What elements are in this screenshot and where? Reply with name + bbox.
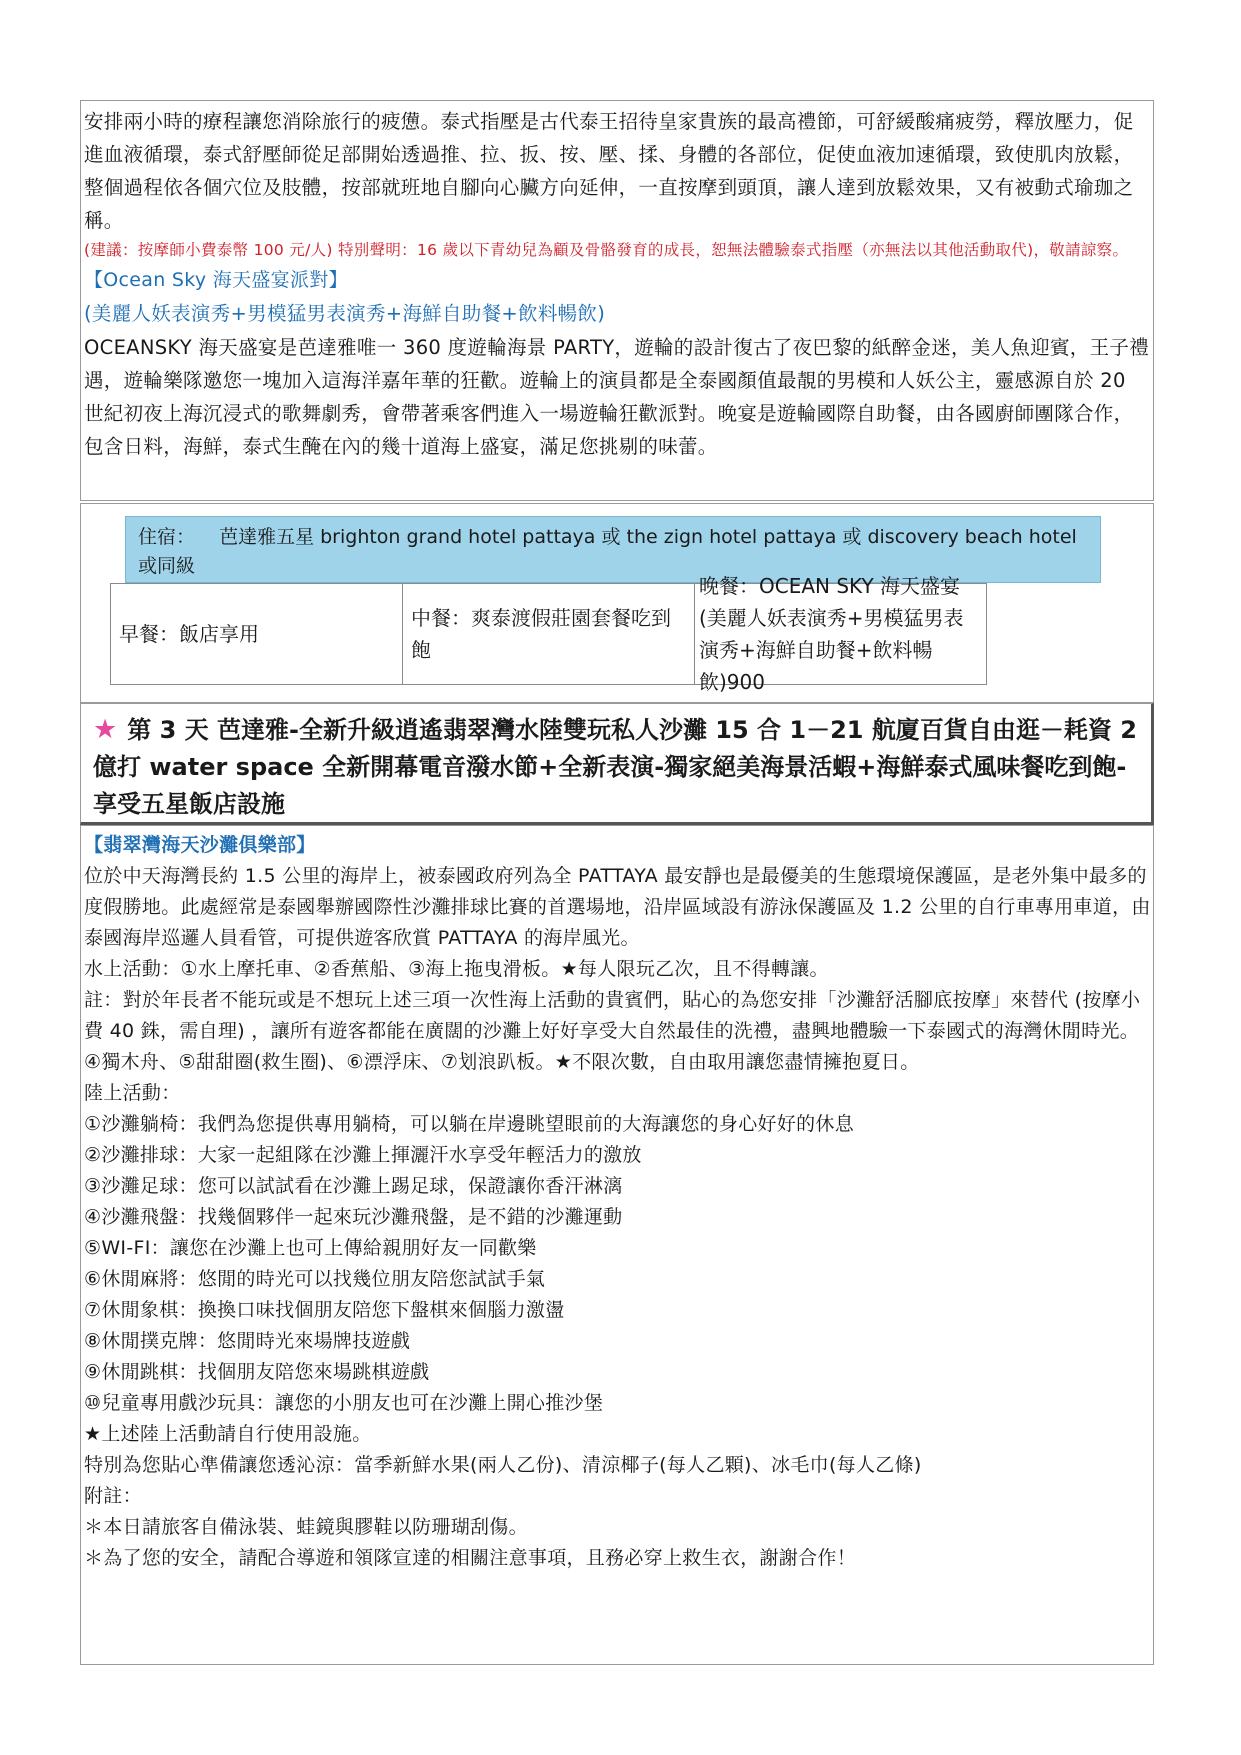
- dinner-cell: [694, 574, 987, 694]
- massage-ocean-section: [80, 100, 1154, 501]
- special-refreshments: 特別為您貼心準備讓您透沁涼：當季新鮮水果(兩人乙份)、清涼椰子(每人乙顆)、冰毛巾(每人乙條): [84, 1454, 922, 1476]
- land-item: ⑨休閒跳棋：找個朋友陪您來場跳棋遊戲: [84, 1361, 430, 1383]
- land-item: ④沙灘飛盤：找幾個夥伴一起來玩沙灘飛盤，是不錯的沙灘運動: [84, 1206, 623, 1228]
- beach-club-title: 【翡翠灣海天沙灘俱樂部】: [84, 834, 316, 856]
- land-item: ⑧休閒撲克牌：悠閒時光來場牌技遊戲: [84, 1330, 411, 1352]
- land-item: ⑦休閒象棋：換換口味找個朋友陪您下盤棋來個腦力激盪: [84, 1299, 565, 1321]
- land-item: ②沙灘排球：大家一起組隊在沙灘上揮灑汗水享受年輕活力的激放: [84, 1144, 642, 1166]
- massage-substitute-note: 註：對於年長者不能玩或是不想玩上述三項一次性海上活動的貴賓們，貼心的為您安排「沙灘舒活腳底按摩」來替代 (按摩小費 40 銖，需自理) ，讓所有遊客都能在廣闊的沙灘上好好享受大自然最佳的洗禮，盡興地體驗一下泰國式的海灣休閒時光。: [84, 989, 1141, 1042]
- water-activities-unlimited: ④獨木舟、⑤甜甜圈(救生圈)、⑥漂浮床、⑦划浪趴板。★不限次數，自由取用讓您盡情擁抱夏日。: [84, 1051, 920, 1073]
- day-3-header: [80, 703, 1154, 825]
- beach-club-intro: 位於中天海灣長約 1.5 公里的海岸上，被泰國政府列為全 PATTAYA 最安靜也是最優美的生態環境保護區，是老外集中最多的度假勝地。此處經常是泰國舉辦國際性沙灘排球比賽的首選場地，沿岸區域設有游泳保護區及 1.2 公里的自行車專用車道，由泰國海岸巡邏人員看管，可提供遊客欣賞 PATTAYA 的海岸風光。: [84, 865, 1151, 949]
- breakfast-text: 早餐：飯店享用: [119, 622, 259, 646]
- ocean-sky-description: OCEANSKY 海天盛宴是芭達雅唯一 360 度遊輪海景 PARTY，遊輪的設計復古了夜巴黎的紙醉金迷，美人魚迎賓，王子禮遇，遊輪樂隊邀您一塊加入這海洋嘉年華的狂歡。遊輪上的演員都是全泰國顏值最靚的男模和人妖公主，靈感源自於 20 世紀初夜上海沉浸式的歌舞劇秀，會帶著乘客們進入一場遊輪狂歡派對。晚宴是遊輪國際自助餐，由各國廚師團隊合作，包含日料，海鮮，泰式生醃在內的幾十道海上盛宴，滿足您挑剔的味蕾。: [84, 336, 1150, 458]
- footnote-title: 附註：: [84, 1485, 142, 1507]
- ocean-sky-subtitle: (美麗人妖表演秀+男模猛男表演秀+海鮮自助餐+飲料暢飲): [84, 302, 606, 325]
- lodging-label: 住宿：: [138, 526, 196, 548]
- breakfast-cell: [110, 583, 403, 685]
- star-icon: ★: [93, 714, 118, 745]
- beach-club-section: [80, 825, 1154, 1665]
- day-3-title: 第 3 天 芭達雅-全新升級逍遙翡翠灣水陸雙玩私人沙灘 15 合 1－21 航廈百貨自由逛－耗資 2 億打 water space 全新開幕電音潑水節+全新表演-獨家絕美海景活蝦+海鮮泰式風味餐吃到飽-享受五星飯店設施: [93, 716, 1137, 818]
- water-activities: 水上活動：①水上摩托車、②香蕉船、③海上拖曳滑板。★每人限玩乙次，且不得轉讓。: [84, 958, 829, 980]
- footnote-item: ＊本日請旅客自備泳裝、蛙鏡與膠鞋以防珊瑚刮傷。: [84, 1516, 528, 1538]
- dinner-text: 晚餐：OCEAN SKY 海天盛宴(美麗人妖表演秀+男模猛男表演秀+海鮮自助餐+飲料暢飲)900: [699, 574, 964, 694]
- footnote-item: ＊為了您的安全，請配合導遊和領隊宣達的相關注意事項，且務必穿上救生衣，謝謝合作！: [84, 1547, 857, 1569]
- ocean-sky-title: 【Ocean Sky 海天盛宴派對】: [84, 269, 348, 291]
- land-item: ⑥休閒麻將：悠閒的時光可以找幾位朋友陪您試試手氣: [84, 1268, 546, 1290]
- massage-description: 安排兩小時的療程讓您消除旅行的疲憊。泰式指壓是古代泰王招待皇家貴族的最高禮節，可舒緩酸痛疲勞，釋放壓力，促進血液循環，泰式舒壓師從足部開始透過推、拉、扳、按、壓、揉、身體的各部位，促使血液加速循環，致使肌肉放鬆，整個過程依各個穴位及肢體，按部就班地自腳向心臟方向延伸，一直按摩到頭頂，讓人達到放鬆效果，又有被動式瑜珈之稱。: [84, 110, 1134, 232]
- land-item: ⑩兒童專用戲沙玩具：讓您的小朋友也可在沙灘上開心推沙堡: [84, 1392, 604, 1414]
- lunch-text: 中餐：爽泰渡假莊園套餐吃到飽: [411, 606, 671, 662]
- land-activities-note: ★上述陸上活動請自行使用設施。: [84, 1423, 372, 1445]
- lunch-cell: [402, 583, 695, 685]
- land-item: ①沙灘躺椅：我們為您提供專用躺椅，可以躺在岸邊眺望眼前的大海讓您的身心好好的休息: [84, 1113, 855, 1135]
- massage-notice: (建議：按摩師小費泰幣 100 元/人) 特別聲明：16 歲以下青幼兒為顧及骨骼發育的成長，恕無法體驗泰式指壓（亦無法以其他活動取代)，敬請諒察。: [84, 241, 1129, 259]
- land-item: ⑤WI-FI：讓您在沙灘上也可上傳給親朋好友一同歡樂: [84, 1237, 537, 1259]
- lodging-value: 芭達雅五星 brighton grand hotel pattaya 或 the zign hotel pattaya 或 discovery beach hotel 或同級: [138, 526, 1077, 577]
- land-item: ③沙灘足球：您可以試試看在沙灘上踢足球，保證讓你香汗淋漓: [84, 1175, 623, 1197]
- land-activities-title: 陸上活動：: [84, 1082, 181, 1104]
